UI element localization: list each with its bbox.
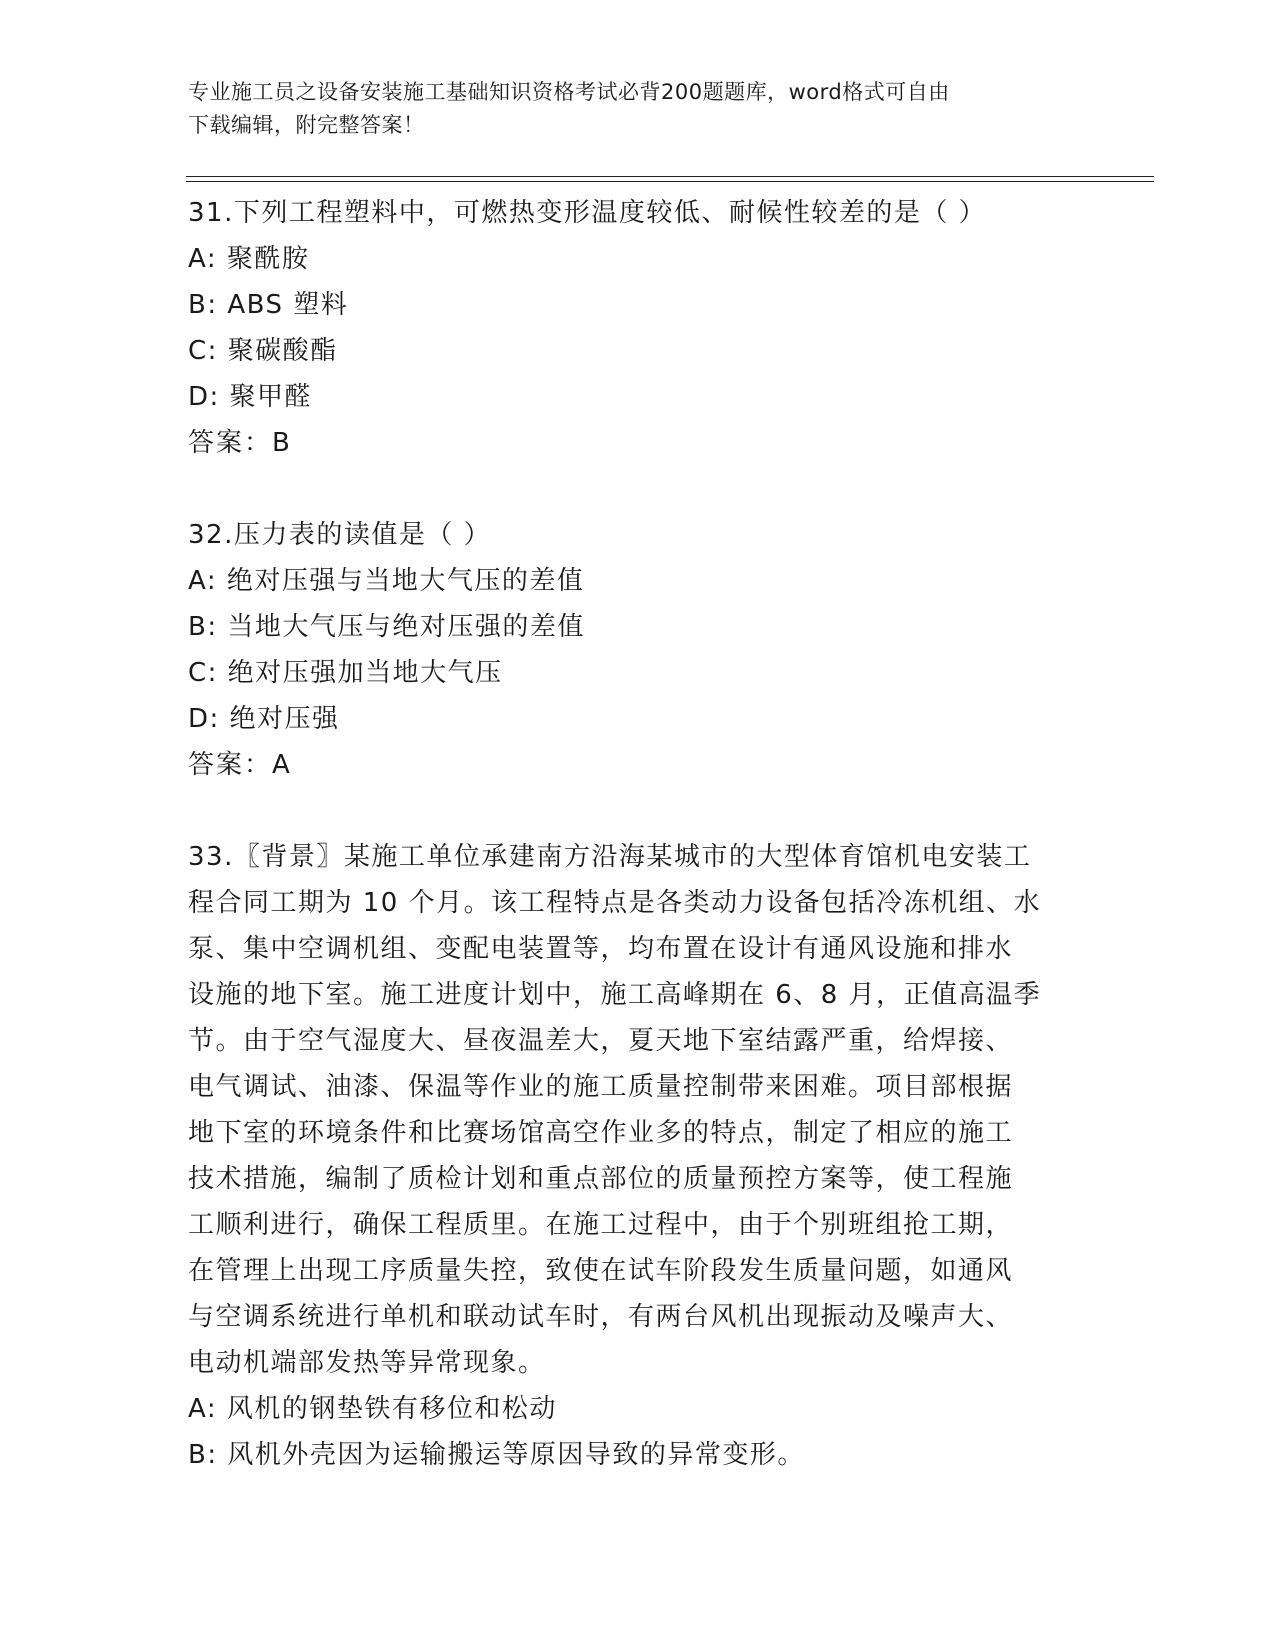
header-divider-bottom: [186, 181, 1154, 182]
option-c: C: 聚碳酸酯: [188, 336, 338, 366]
question-stem-line: 泵、集中空调机组、变配电装置等，均布置在设计有通风设施和排水: [188, 934, 1014, 964]
option-a: A: 聚酰胺: [188, 244, 310, 274]
question-32: [188, 512, 1088, 788]
question-stem: 32.压力表的读值是（ ）: [188, 520, 492, 550]
question-list: [188, 190, 1088, 1478]
question-stem-line: 节。由于空气湿度大、昼夜温差大，夏天地下室结露严重，给焊接、: [188, 1026, 1014, 1056]
answer: [188, 420, 1088, 466]
option-b: B: ABS 塑料: [188, 290, 349, 320]
answer-value: A: [272, 750, 292, 780]
option-d: D: 聚甲醛: [188, 382, 313, 412]
option-a: A: 风机的钢垫铁有移位和松动: [188, 1394, 557, 1424]
question-stem-line: 设施的地下室。施工进度计划中，施工高峰期在 6、8 月，正值高温季: [188, 980, 1042, 1010]
question-stem-line: 地下室的环境条件和比赛场馆高空作业多的特点，制定了相应的施工: [188, 1118, 1014, 1148]
option-b: B: 当地大气压与绝对压强的差值: [188, 612, 585, 642]
question-stem-line: 与空调系统进行单机和联动试车时，有两台风机出现振动及噪声大、: [188, 1302, 1014, 1332]
question-stem-line: 电气调试、油漆、保温等作业的施工质量控制带来困难。项目部根据: [188, 1072, 1014, 1102]
answer-label: 答案：: [188, 750, 273, 780]
answer-value: B: [272, 428, 292, 458]
question-stem-line: 在管理上出现工序质量失控，致使在试车阶段发生质量问题，如通风: [188, 1256, 1014, 1286]
answer-label: 答案：: [188, 428, 273, 458]
document-header: [188, 76, 1068, 142]
question-stem: 31.下列工程塑料中，可燃热变形温度较低、耐候性较差的是（ ）: [188, 198, 987, 228]
question-stem-line: 33.〖背景〗某施工单位承建南方沿海某城市的大型体育馆机电安装工: [188, 842, 1032, 872]
question-stem-line: 电动机端部发热等异常现象。: [188, 1348, 546, 1378]
question-gap: [188, 466, 1088, 512]
answer: [188, 742, 1088, 788]
option-d: D: 绝对压强: [188, 704, 340, 734]
question-stem-line: 工顺利进行，确保工程质里。在施工过程中，由于个别班组抢工期，: [188, 1210, 1014, 1240]
header-line-1: 专业施工员之设备安装施工基础知识资格考试必背200题题库，word格式可自由: [188, 80, 950, 104]
question-stem-line: 技术措施，编制了质检计划和重点部位的质量预控方案等，使工程施: [188, 1164, 1014, 1194]
question-stem-line: 程合同工期为 10 个月。该工程特点是各类动力设备包括冷冻机组、水: [188, 888, 1042, 918]
option-b: B: 风机外壳因为运输搬运等原因导致的异常变形。: [188, 1440, 805, 1470]
option-a: A: 绝对压强与当地大气压的差值: [188, 566, 585, 596]
question-31: [188, 190, 1088, 466]
option-c: C: 绝对压强加当地大气压: [188, 658, 503, 688]
question-33: [188, 834, 1088, 1478]
question-gap: [188, 788, 1088, 834]
header-line-2: 下载编辑，附完整答案！: [188, 113, 425, 137]
header-divider-top: [186, 176, 1154, 177]
